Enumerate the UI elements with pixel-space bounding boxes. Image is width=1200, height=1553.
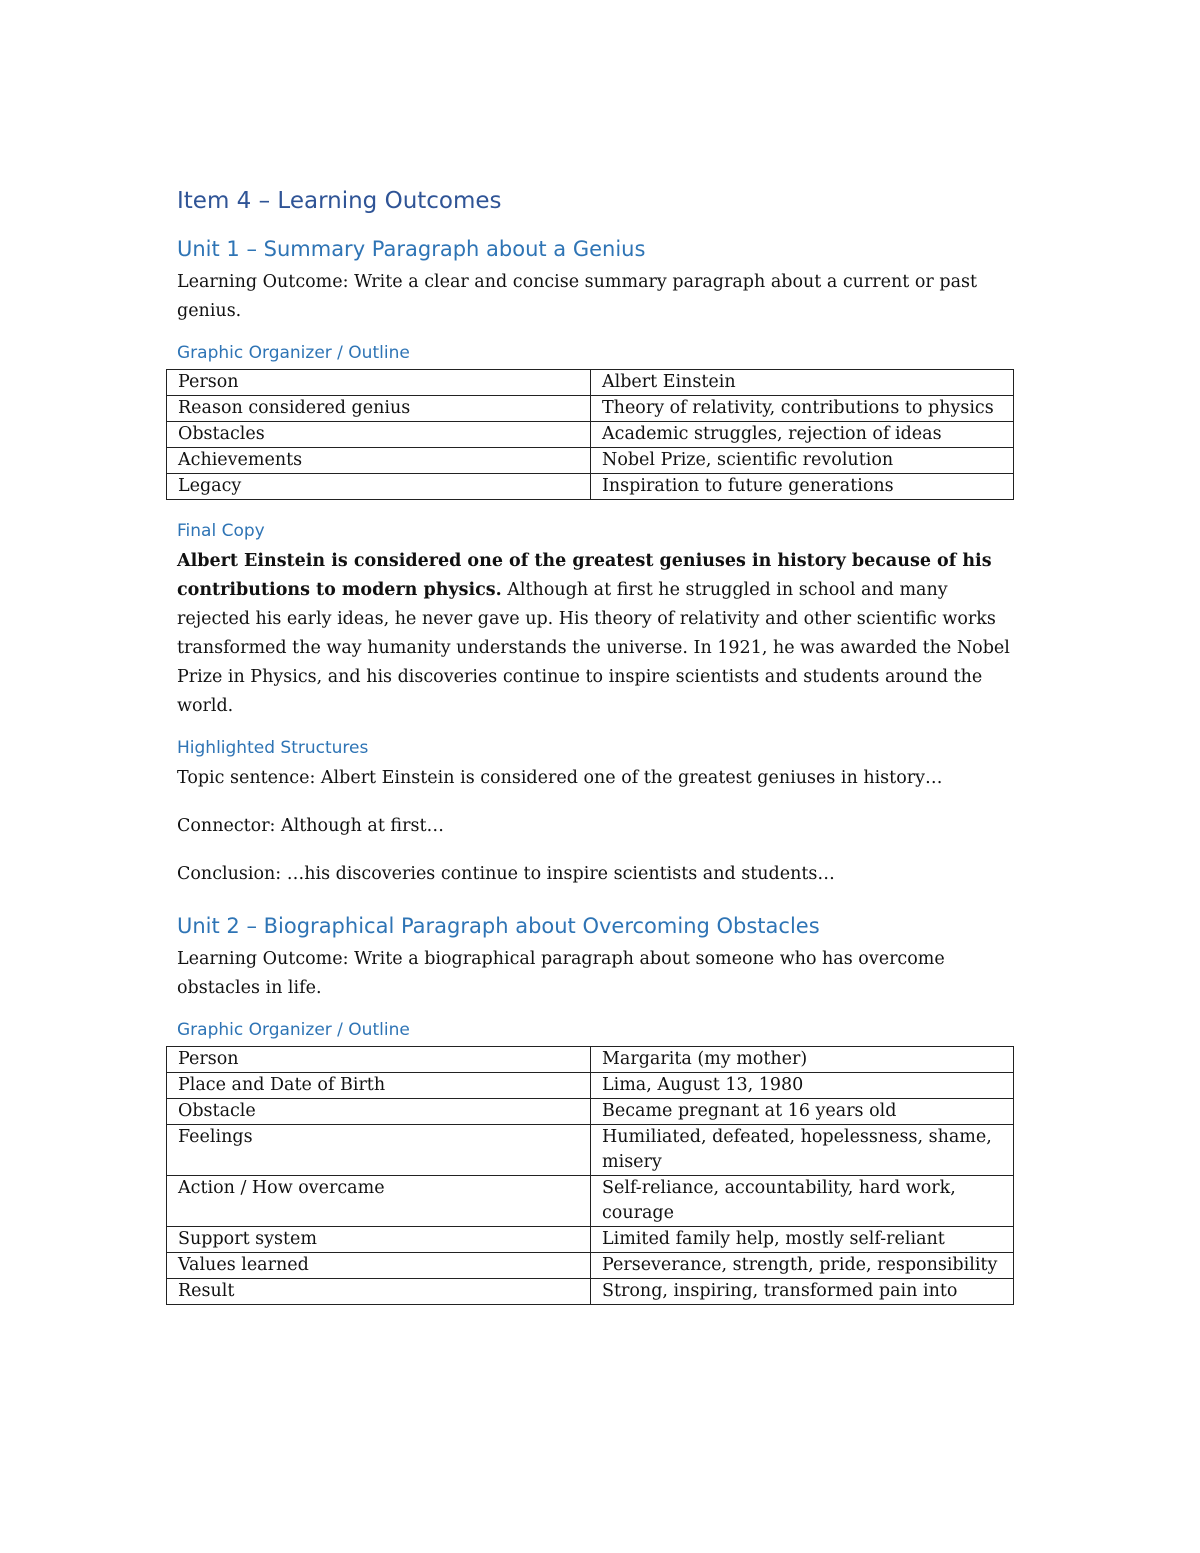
final-copy-heading: Final Copy (177, 521, 265, 541)
table-row (167, 1176, 1014, 1227)
table-row (167, 448, 1014, 474)
table-row (167, 1253, 1014, 1279)
unit1-organizer-heading: Graphic Organizer / Outline (177, 343, 410, 363)
table-cell-value: Self-reliance, accountability, hard work, courage (591, 1176, 1014, 1227)
table-cell-label: Person (167, 370, 591, 396)
structure-connector: Connector: Although at first… (177, 816, 444, 836)
table-row (167, 422, 1014, 448)
table-cell-value: Inspiration to future generations (591, 474, 1014, 500)
unit2-organizer-table (166, 1046, 1014, 1305)
table-cell-value: Perseverance, strength, pride, responsibility (591, 1253, 1014, 1279)
table-cell-label: Achievements (167, 448, 591, 474)
table-cell-value: Theory of relativity, contributions to physics (591, 396, 1014, 422)
table-cell-label: Obstacle (167, 1099, 591, 1125)
table-row (167, 1227, 1014, 1253)
table-cell-label: Person (167, 1047, 591, 1073)
table-row (167, 1279, 1014, 1305)
table-cell-label: Reason considered genius (167, 396, 591, 422)
final-copy-body: Although at first he struggled in school and many rejected his early ideas, he never gave up. His theory of relativity and other scientific works transformed the way humanity understands the universe. In 1921, he was awarded the Nobel Prize in Physics, and his discoveries continue to inspire scientists and students around the world. (177, 580, 1010, 716)
unit2-learning-outcome: Learning Outcome: Write a biographical paragraph about someone who has overcome obstacles in life. (177, 949, 945, 998)
table-cell-value: Albert Einstein (591, 370, 1014, 396)
table-cell-label: Legacy (167, 474, 591, 500)
structure-topic-sentence: Topic sentence: Albert Einstein is considered one of the greatest geniuses in history… (177, 768, 943, 788)
table-row (167, 396, 1014, 422)
table-cell-value: Academic struggles, rejection of ideas (591, 422, 1014, 448)
unit1-organizer-table (166, 369, 1014, 500)
final-copy-topic-sentence: Albert Einstein is considered one of the greatest geniuses in history because of his contributions to modern physics. (177, 551, 992, 600)
table-cell-label: Action / How overcame (167, 1176, 591, 1227)
unit1-learning-outcome: Learning Outcome: Write a clear and concise summary paragraph about a current or past genius. (177, 272, 978, 321)
table-cell-label: Support system (167, 1227, 591, 1253)
unit2-title: Unit 2 – Biographical Paragraph about Overcoming Obstacles (177, 914, 820, 938)
table-cell-label: Values learned (167, 1253, 591, 1279)
table-row (167, 1099, 1014, 1125)
highlighted-structures-heading: Highlighted Structures (177, 738, 369, 758)
document-page (177, 186, 1017, 1305)
table-cell-value: Humiliated, defeated, hopelessness, shame, misery (591, 1125, 1014, 1176)
unit1-title: Unit 1 – Summary Paragraph about a Genius (177, 237, 646, 261)
table-cell-value: Became pregnant at 16 years old (591, 1099, 1014, 1125)
table-cell-label: Result (167, 1279, 591, 1305)
table-cell-label: Obstacles (167, 422, 591, 448)
unit2-organizer-heading: Graphic Organizer / Outline (177, 1020, 410, 1040)
table-cell-value: Margarita (my mother) (591, 1047, 1014, 1073)
table-cell-value: Limited family help, mostly self-reliant (591, 1227, 1014, 1253)
structure-conclusion: Conclusion: …his discoveries continue to inspire scientists and students… (177, 864, 835, 884)
table-cell-label: Feelings (167, 1125, 591, 1176)
table-row (167, 474, 1014, 500)
table-row (167, 1047, 1014, 1073)
table-cell-label: Place and Date of Birth (167, 1073, 591, 1099)
table-cell-value: Lima, August 13, 1980 (591, 1073, 1014, 1099)
table-row (167, 1073, 1014, 1099)
table-cell-value: Nobel Prize, scientific revolution (591, 448, 1014, 474)
table-row (167, 1125, 1014, 1176)
table-row (167, 370, 1014, 396)
table-cell-value: Strong, inspiring, transformed pain into (591, 1279, 1014, 1305)
final-copy-paragraph (177, 547, 1017, 721)
document-title: Item 4 – Learning Outcomes (177, 188, 502, 214)
